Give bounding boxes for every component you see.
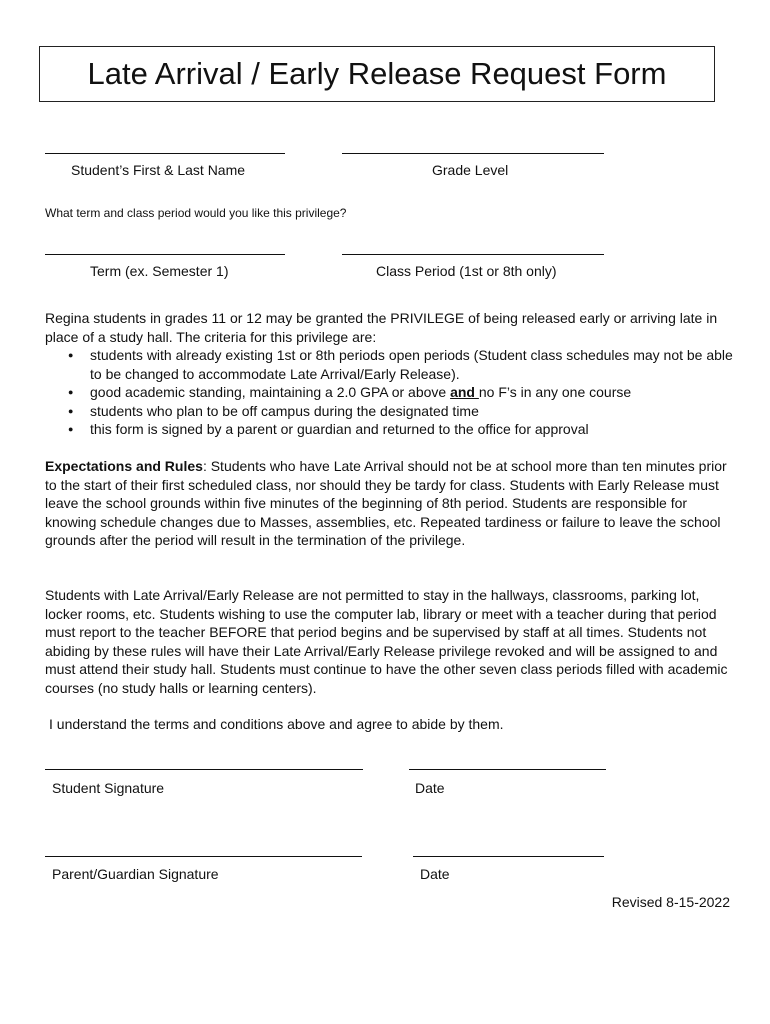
rules-section xyxy=(45,586,735,697)
grade-level-label: Grade Level xyxy=(432,162,509,178)
expectations-heading: Expectations and Rules xyxy=(45,458,203,474)
revised-date: Revised 8-15-2022 xyxy=(611,894,730,910)
criteria-item: ● students with already existing 1st or 8th periods open periods (Student class schedules may not be able to be changed to accommodate Late Arrival/Early Release). xyxy=(45,346,735,383)
agreement-text: I understand the terms and conditions above and agree to abide by them. xyxy=(49,716,504,732)
student-signature-label: Student Signature xyxy=(52,780,165,796)
class-period-line[interactable] xyxy=(342,254,604,255)
intro-text: Regina students in grades 11 or 12 may be granted the PRIVILEGE of being released early or arriving late in place of a study hall. The criteria for this privilege are: xyxy=(45,310,718,345)
criteria-item: ● this form is signed by a parent or guardian and returned to the office for approval xyxy=(45,420,735,439)
expectations-text: : Students who have Late Arrival should not be at school more than ten minutes prior to the start of their first scheduled class, nor should they be tardy for class. Students with Early Release must leave the school grounds within five minutes of the beginning of 8th period. Students are responsible for knowing schedule changes due to Masses, assemblies, etc. Repeated tardiness or failure to leave the school grounds after the period will result in the termination of the privilege. xyxy=(45,458,727,548)
expectations-section xyxy=(45,457,735,550)
term-question: What term and class period would you like this privilege? xyxy=(45,206,347,220)
student-name-label: Student’s First & Last Name xyxy=(71,162,246,178)
criteria-text: no F’s in any one course xyxy=(478,384,632,400)
student-name-line[interactable] xyxy=(45,153,285,154)
criteria-list xyxy=(45,346,735,439)
criteria-text: good academic standing, maintaining a 2.0 GPA or above xyxy=(90,384,451,400)
intro-section xyxy=(45,309,735,439)
parent-signature-line[interactable] xyxy=(45,856,362,857)
parent-date-label: Date xyxy=(420,866,450,882)
form-title-box xyxy=(39,46,715,102)
parent-signature-label: Parent/Guardian Signature xyxy=(52,866,219,882)
term-label: Term (ex. Semester 1) xyxy=(90,263,229,279)
student-date-label: Date xyxy=(415,780,445,796)
criteria-emphasis: and xyxy=(450,384,479,400)
class-period-label: Class Period (1st or 8th only) xyxy=(376,263,557,279)
student-date-line[interactable] xyxy=(409,769,606,770)
student-signature-line[interactable] xyxy=(45,769,363,770)
term-line[interactable] xyxy=(45,254,285,255)
form-title: Late Arrival / Early Release Request Form xyxy=(87,56,667,91)
criteria-item xyxy=(45,383,735,402)
parent-date-line[interactable] xyxy=(413,856,604,857)
grade-level-line[interactable] xyxy=(342,153,604,154)
rules-text: Students with Late Arrival/Early Release are not permitted to stay in the hallways, classrooms, parking lot, locker rooms, etc. Students wishing to use the computer lab, library or meet with a teacher during that period must report to the teacher BEFORE that period begins and be supervised by staff at all times. Students not abiding by these rules will have their Late Arrival/Early Release privilege revoked and will be assigned to and must attend their study hall. Students must continue to have the other seven class periods filled with academic courses (no study halls or learning centers). xyxy=(45,587,728,696)
criteria-item: ● students who plan to be off campus during the designated time xyxy=(45,402,735,421)
